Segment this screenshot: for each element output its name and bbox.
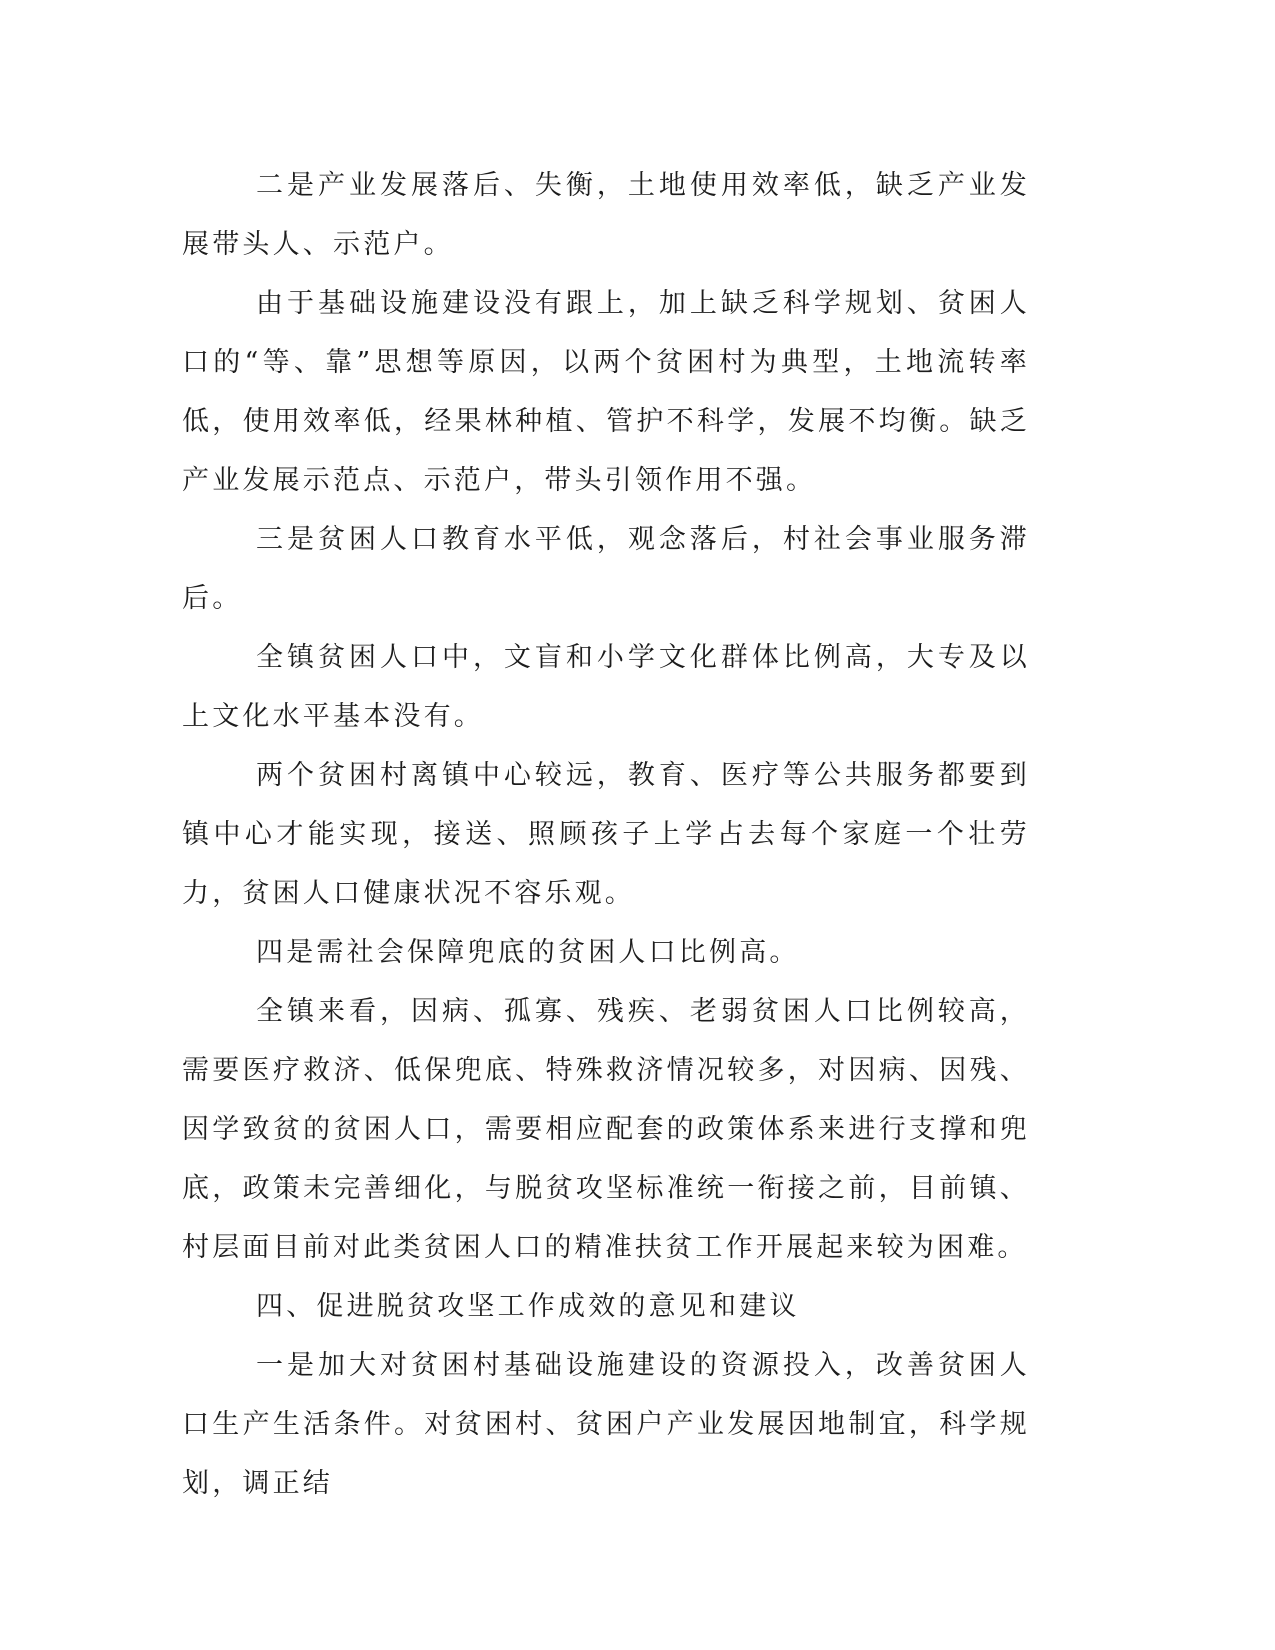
paragraph-industry-lag: 二是产业发展落后、失衡，土地使用效率低，缺乏产业发展带头人、示范户。 <box>182 170 1030 260</box>
section-heading-suggestions: 四、促进脱贫攻坚工作成效的意见和建议 <box>256 1291 800 1322</box>
paragraph-infrastructure-causes: 由于基础设施建设没有跟上，加上缺乏科学规划、贫困人口的“等、靠”思想等原因，以两个贫困村为典型，土地流转率低，使用效率低，经果林种植、管护不科学，发展不均衡。缺乏产业发展示范点、示范户，带头引领作用不强。 <box>182 288 1030 496</box>
paragraph-social-security: 四是需社会保障兜底的贫困人口比例高。 <box>256 937 800 968</box>
paragraph-public-services: 两个贫困村离镇中心较远，教育、医疗等公共服务都要到镇中心才能实现，接送、照顾孩子上学占去每个家庭一个壮劳力，贫困人口健康状况不容乐观。 <box>182 760 1030 909</box>
paragraph-education-level: 三是贫困人口教育水平低，观念落后，村社会事业服务滞后。 <box>182 524 1030 614</box>
paragraph-social-security-details: 全镇来看，因病、孤寡、残疾、老弱贫困人口比例较高，需要医疗救济、低保兜底、特殊救济情况较多，对因病、因残、因学致贫的贫困人口，需要相应配套的政策体系来进行支撑和兜底，政策未完善细化，与脱贫攻坚标准统一衔接之前，目前镇、村层面目前对此类贫困人口的精准扶贫工作开展起来较为困难。 <box>182 996 1030 1263</box>
document-body <box>182 156 1030 1513</box>
paragraph-infrastructure-investment: 一是加大对贫困村基础设施建设的资源投入，改善贫困人口生产生活条件。对贫困村、贫困户产业发展因地制宜，科学规划，调正结 <box>182 1350 1030 1499</box>
paragraph-education-stats: 全镇贫困人口中，文盲和小学文化群体比例高，大专及以上文化水平基本没有。 <box>182 642 1030 732</box>
